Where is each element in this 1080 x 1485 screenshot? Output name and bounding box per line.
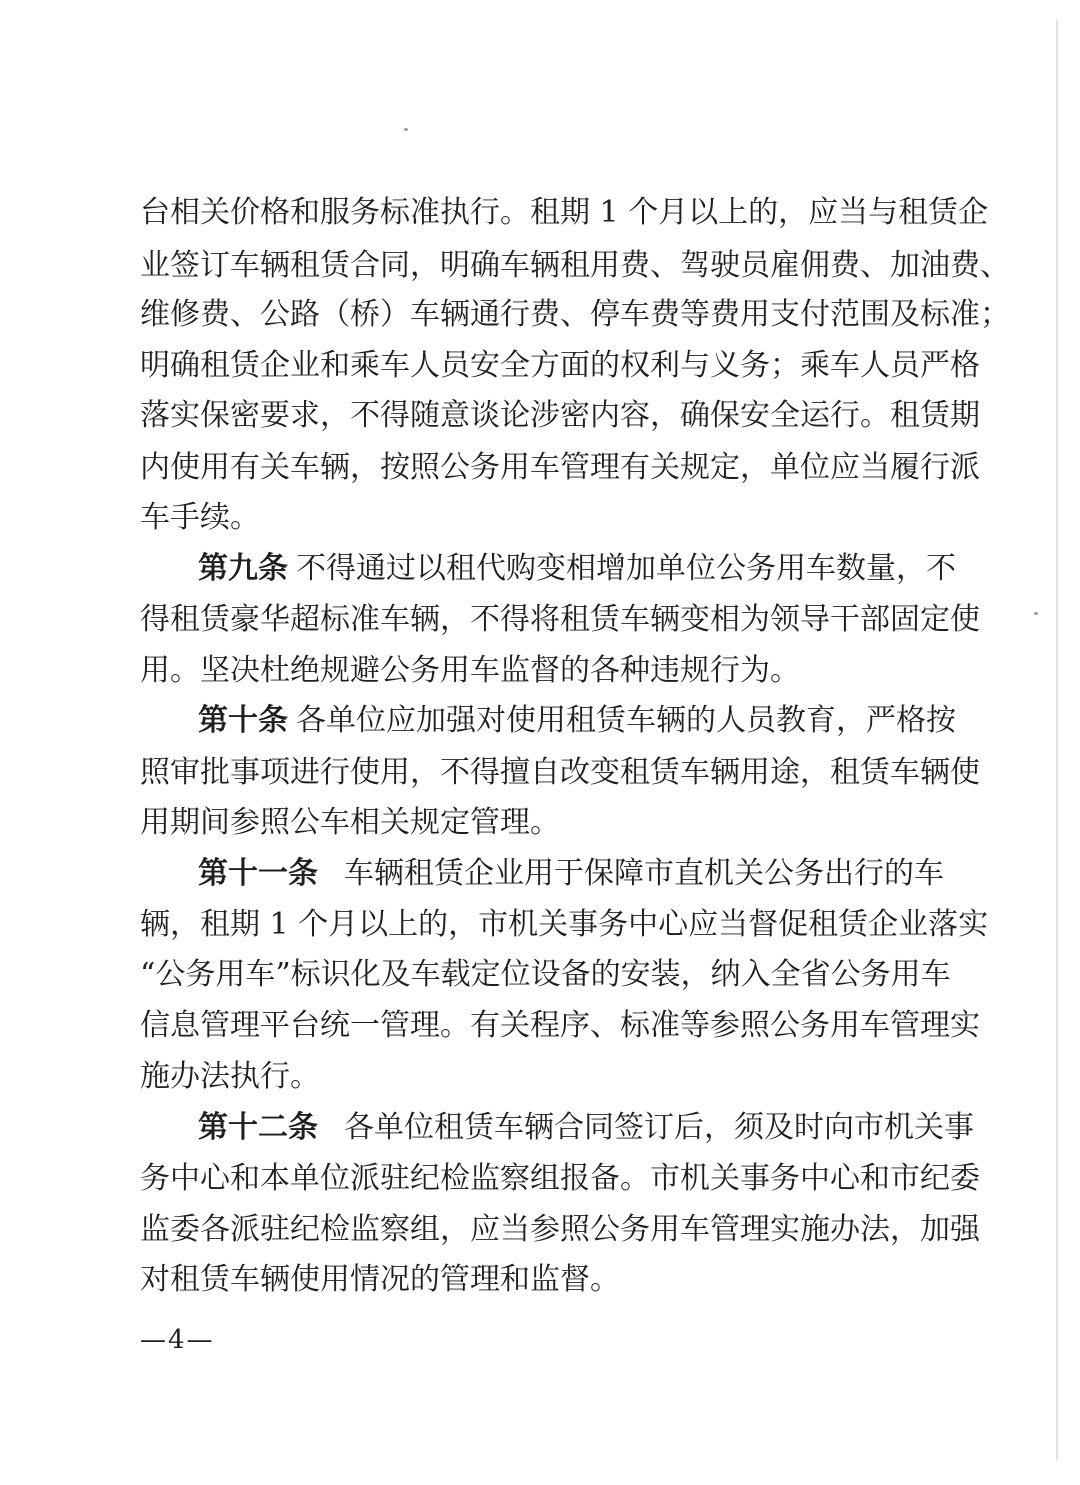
scan-speck <box>1034 612 1038 615</box>
article-11-first-line <box>140 847 944 901</box>
article-heading: 第十条 <box>198 703 288 738</box>
paragraph-line: 业签订车辆租赁合同，明确车辆租用费、驾驶员雇佣费、加油费、 <box>140 248 1010 283</box>
paragraph-line: 对租赁车辆使用情况的管理和监督。 <box>140 1262 620 1297</box>
article-heading: 第十一条 <box>198 856 318 891</box>
article-text: 车辆租赁企业用于保障市直机关公务出行的车 <box>344 856 944 891</box>
paragraph-line: 落实保密要求，不得随意谈论涉密内容，确保安全运行。租赁期 <box>140 398 980 433</box>
paragraph-line: 辆，租期 1 个月以上的，市机关事务中心应当督促租赁企业落实 <box>140 907 989 942</box>
scan-speck <box>404 128 408 131</box>
paragraph-line: 明确租赁企业和乘车人员安全方面的权利与义务；乘车人员严格 <box>140 348 980 383</box>
paragraph-line: 监委各派驻纪检监察组，应当参照公务用车管理实施办法，加强 <box>140 1212 980 1247</box>
paragraph-line: 车手续。 <box>140 500 260 535</box>
article-text: 不得通过以租代购变相增加单位公务用车数量，不 <box>296 551 956 586</box>
article-12-first-line <box>140 1101 974 1155</box>
article-9-first-line <box>140 542 956 596</box>
paragraph-line: “公务用车”标识化及车载定位设备的安装，纳入全省公务用车 <box>140 957 951 992</box>
article-text: 各单位应加强对使用租赁车辆的人员教育，严格按 <box>296 703 956 738</box>
paragraph-line: 用。坚决杜绝规避公务用车监督的各种违规行为。 <box>140 653 800 688</box>
article-heading: 第九条 <box>198 551 288 586</box>
paragraph-line: 台相关价格和服务标准执行。租期 1 个月以上的，应当与租赁企 <box>140 195 989 230</box>
paragraph-line: 内使用有关车辆，按照公务用车管理有关规定，单位应当履行派 <box>140 450 980 485</box>
article-text: 各单位租赁车辆合同签订后，须及时向市机关事 <box>344 1110 974 1145</box>
paragraph-line: 信息管理平台统一管理。有关程序、标准等参照公务用车管理实 <box>140 1008 980 1043</box>
paragraph-line: 维修费、公路（桥）车辆通行费、停车费等费用支付范围及标准； <box>140 297 1010 332</box>
article-heading: 第十二条 <box>198 1110 318 1145</box>
paragraph-line: 用期间参照公车相关规定管理。 <box>140 805 560 840</box>
paragraph-line: 务中心和本单位派驻纪检监察组报备。市机关事务中心和市纪委 <box>140 1161 980 1196</box>
scan-page-edge <box>1056 20 1058 1460</box>
paragraph-line: 施办法执行。 <box>140 1059 320 1094</box>
page-number: —4— <box>140 1325 215 1355</box>
paragraph-line: 得租赁豪华超标准车辆，不得将租赁车辆变相为领导干部固定使 <box>140 602 980 637</box>
article-10-first-line <box>140 694 956 748</box>
paragraph-line: 照审批事项进行使用，不得擅自改变租赁车辆用途，租赁车辆使 <box>140 755 980 790</box>
